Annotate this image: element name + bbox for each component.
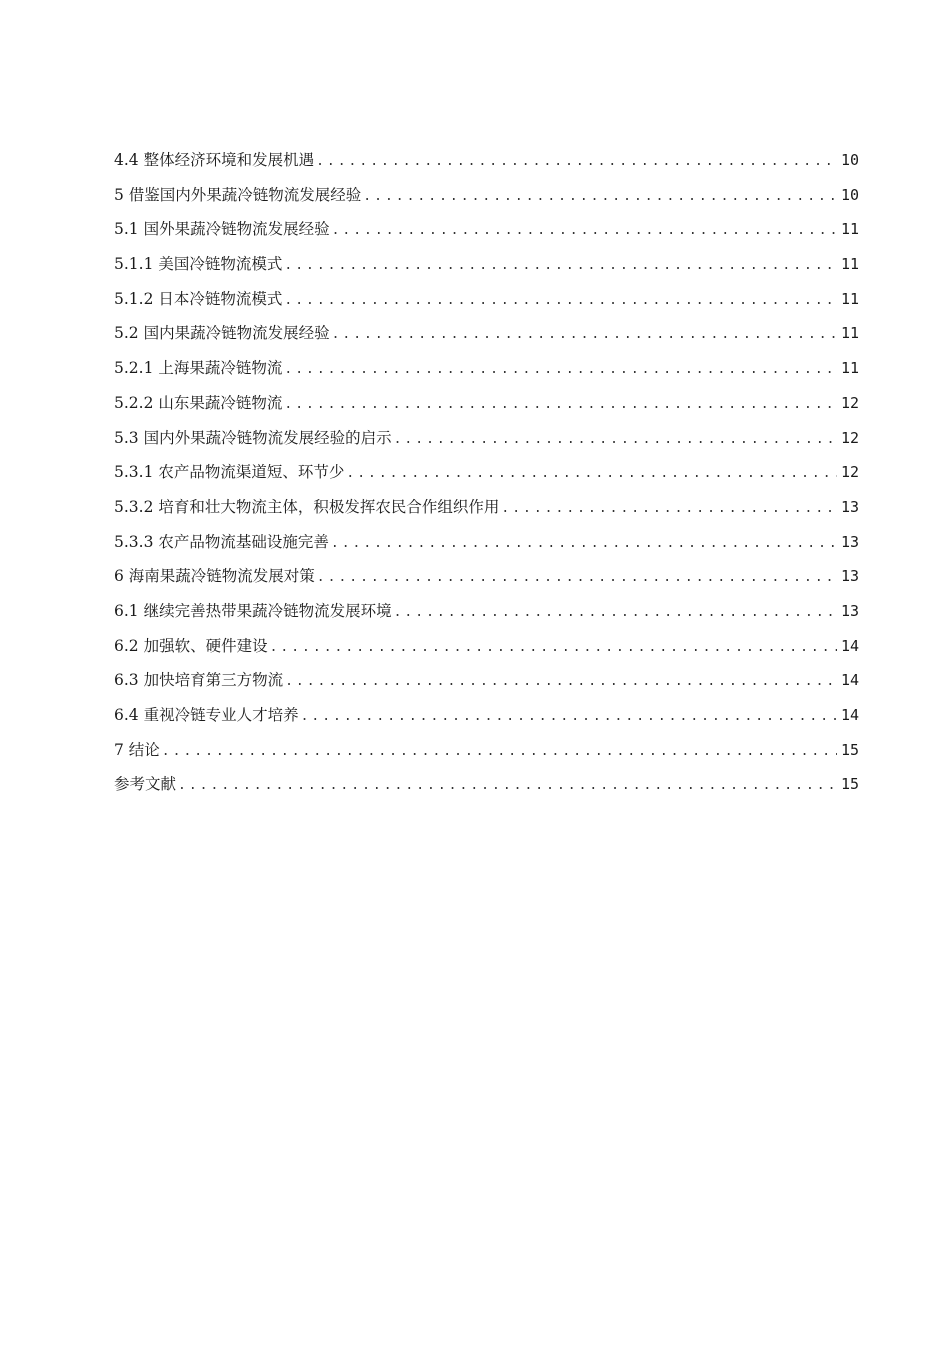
toc-entry[interactable]	[114, 181, 859, 216]
toc-entry-page: 13	[840, 532, 859, 551]
toc-entry-page: 13	[840, 497, 859, 516]
toc-entry-title: 6.4 重视冷链专业人才培养	[114, 706, 299, 724]
toc-entry-title: 5.3 国内外果蔬冷链物流发展经验的启示	[114, 428, 392, 447]
toc-entry-page: 11	[840, 220, 859, 239]
toc-entry[interactable]	[114, 770, 859, 805]
toc-entry[interactable]	[114, 701, 859, 736]
toc-entry-page: 11	[840, 289, 859, 308]
toc-entry[interactable]	[114, 424, 859, 459]
toc-entry[interactable]	[114, 215, 859, 250]
toc-entry-title: 5.1.1 美国冷链物流模式	[114, 255, 283, 274]
toc-entry-title: 参考文献	[114, 775, 177, 794]
toc-leader-dots	[332, 321, 837, 349]
toc-entry-title: 5 借鉴国内外果蔬冷链物流发展经验	[114, 185, 362, 204]
toc-leader-dots	[284, 287, 837, 315]
toc-leader-dots	[501, 495, 837, 523]
toc-entry-page: 10	[840, 185, 859, 204]
toc-leader-dots	[284, 252, 837, 280]
toc-entry-title: 5.1 国外果蔬冷链物流发展经验	[114, 220, 330, 239]
toc-leader-dots	[394, 599, 837, 627]
toc-entry[interactable]	[114, 666, 859, 701]
toc-leader-dots	[284, 391, 837, 419]
toc-entry-title: 5.1.2 日本冷链物流模式	[114, 289, 283, 308]
toc-entry-title: 6.2 加强软、硬件建设	[114, 636, 268, 655]
toc-entry-page: 12	[840, 463, 859, 482]
toc-leader-dots	[331, 530, 837, 558]
toc-entry[interactable]	[114, 389, 859, 424]
toc-entry-title: 5.3.3 农产品物流基础设施完善	[114, 532, 329, 551]
toc-entry-title: 6.3 加快培育第三方物流	[114, 671, 284, 690]
toc-entry-page: 15	[840, 740, 859, 759]
toc-entry-title: 5.3.2 培育和壮大物流主体，积极发挥农民合作组织作用	[114, 497, 500, 516]
toc-entry-title: 7 结论	[114, 740, 160, 759]
toc-entry-page: 14	[840, 636, 859, 655]
toc-entry-title: 5.3.1 农产品物流渠道短、环节少	[114, 463, 345, 482]
toc-entry-title: 6.1 继续完善热带果蔬冷链物流发展环境	[114, 601, 392, 620]
toc-entry[interactable]	[114, 632, 859, 667]
toc-entry-page: 13	[840, 567, 859, 586]
toc-entry[interactable]	[114, 458, 859, 493]
toc-entry-page: 12	[840, 428, 859, 447]
toc-leader-dots	[178, 772, 837, 800]
toc-entry-title: 5.2.2 山东果蔬冷链物流	[114, 393, 283, 412]
toc-leader-dots	[332, 217, 837, 245]
toc-entry-page: 11	[840, 255, 859, 274]
toc-entry[interactable]	[114, 319, 859, 354]
toc-entry-page: 11	[840, 324, 859, 343]
toc-entry[interactable]	[114, 528, 859, 563]
toc-leader-dots	[394, 426, 837, 454]
toc-leader-dots	[316, 148, 837, 176]
toc-leader-dots	[285, 668, 837, 696]
table-of-contents	[114, 146, 859, 805]
toc-entry[interactable]	[114, 146, 859, 181]
toc-entry-page: 10	[840, 151, 859, 169]
toc-entry-page: 14	[840, 706, 859, 724]
toc-leader-dots	[284, 356, 837, 384]
toc-entry[interactable]	[114, 736, 859, 771]
toc-leader-dots	[346, 460, 837, 488]
toc-leader-dots	[363, 183, 837, 211]
toc-entry-page: 11	[840, 359, 859, 378]
toc-entry[interactable]	[114, 597, 859, 632]
toc-entry-title: 4.4 整体经济环境和发展机遇	[114, 151, 315, 169]
toc-entry[interactable]	[114, 250, 859, 285]
toc-entry[interactable]	[114, 285, 859, 320]
toc-entry-title: 6 海南果蔬冷链物流发展对策	[114, 567, 315, 586]
toc-leader-dots	[301, 703, 837, 731]
toc-entry-page: 12	[840, 393, 859, 412]
toc-entry-title: 5.2 国内果蔬冷链物流发展经验	[114, 324, 330, 343]
toc-entry-title: 5.2.1 上海果蔬冷链物流	[114, 359, 283, 378]
toc-entry[interactable]	[114, 562, 859, 597]
toc-entry-page: 15	[840, 775, 859, 794]
toc-entry-page: 14	[840, 671, 859, 690]
toc-entry[interactable]	[114, 493, 859, 528]
toc-entry[interactable]	[114, 354, 859, 389]
toc-entry-page: 13	[840, 601, 859, 620]
toc-leader-dots	[317, 564, 837, 592]
toc-leader-dots	[162, 738, 837, 766]
toc-leader-dots	[270, 634, 837, 662]
